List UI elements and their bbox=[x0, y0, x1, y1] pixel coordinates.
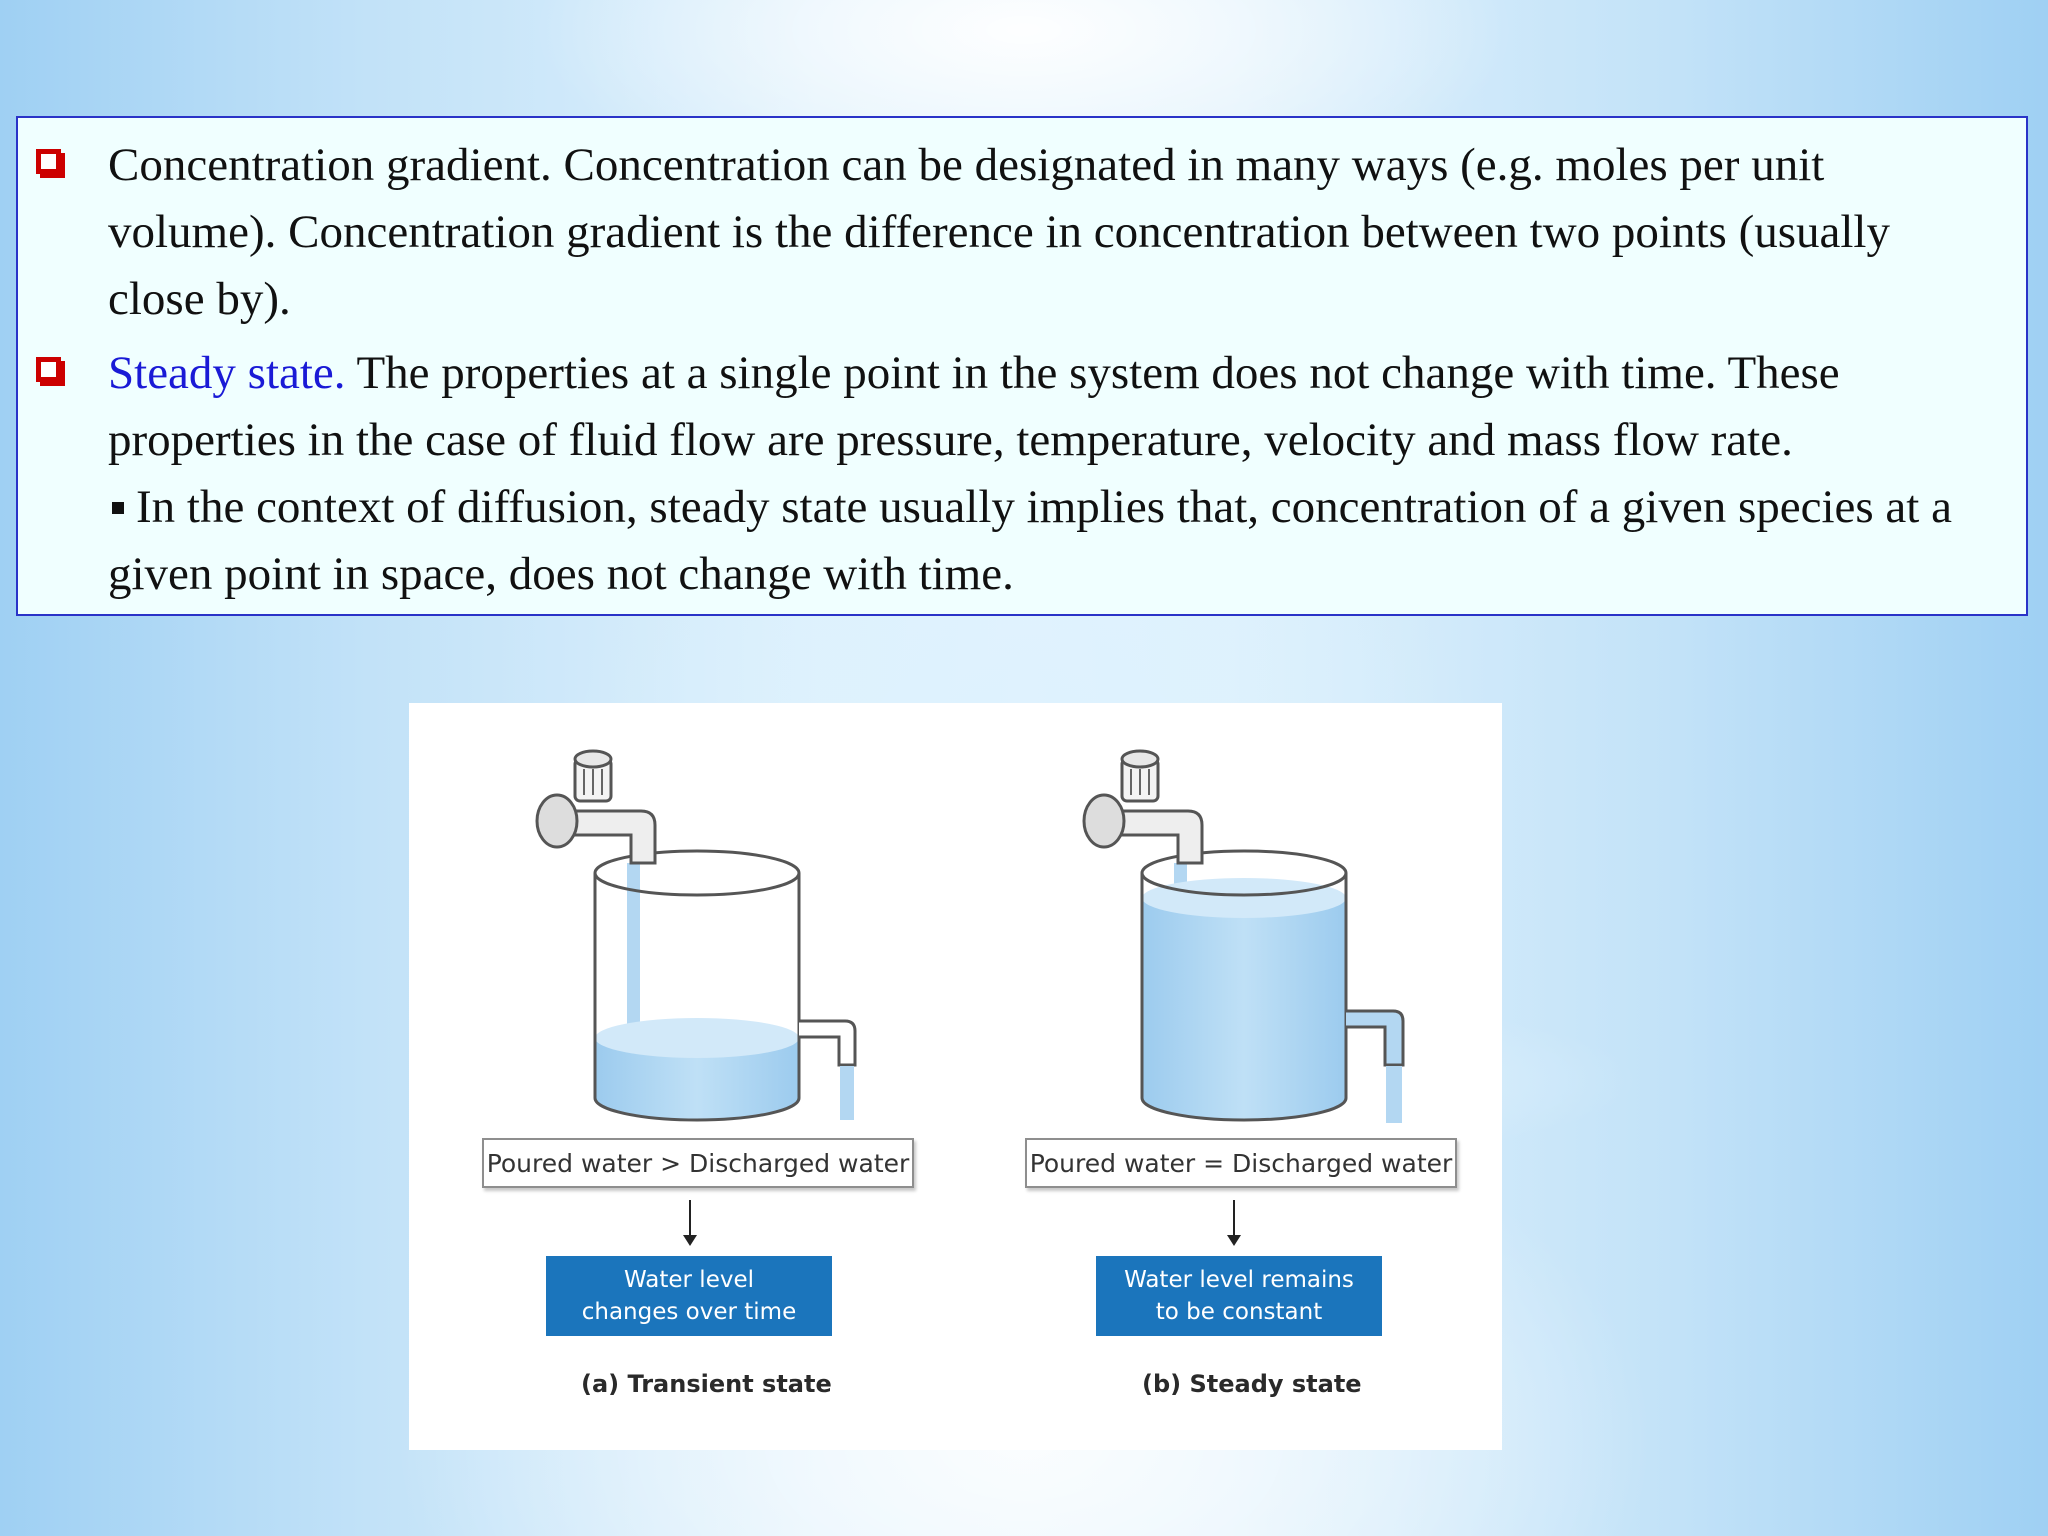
down-arrow-icon bbox=[1233, 1200, 1235, 1238]
square-bullet-icon bbox=[112, 502, 124, 514]
transient-condition-box: Poured water > Discharged water bbox=[482, 1138, 914, 1188]
bullet-text: The properties at a single point in the system does not change with time. These properties in the case of fluid flow are pressure, temperature, velocity and mass flow rate. bbox=[108, 347, 1840, 466]
bullet-text: Concentration can be designated in many ways (e.g. moles per unit volume). Concentration gradient is the difference in concentration between two points (usually close by). bbox=[108, 139, 1890, 325]
steady-condition-box: Poured water = Discharged water bbox=[1025, 1138, 1457, 1188]
water-surface bbox=[1142, 878, 1346, 918]
outflow-stream bbox=[840, 1066, 854, 1120]
down-arrow-icon bbox=[689, 1200, 691, 1238]
result-line: Water level remains bbox=[1124, 1267, 1354, 1293]
checkbox-bullet-icon bbox=[36, 149, 61, 174]
outlet-pipe bbox=[799, 1021, 855, 1065]
steady-result-box bbox=[1096, 1256, 1382, 1336]
checkbox-bullet-icon bbox=[36, 357, 61, 382]
tank-illustrations bbox=[409, 703, 1502, 1450]
bullet-steady-state bbox=[18, 340, 1996, 608]
outlet-pipe bbox=[1346, 1011, 1403, 1065]
water-surface bbox=[595, 1018, 799, 1058]
result-line: changes over time bbox=[581, 1299, 797, 1325]
result-line: to be constant bbox=[1155, 1299, 1323, 1325]
steady-tank bbox=[1084, 751, 1403, 1123]
tank-rim bbox=[595, 851, 799, 895]
bullet-concentration-gradient bbox=[18, 132, 1996, 333]
transient-caption: (a) Transient state bbox=[581, 1370, 832, 1398]
tap-base bbox=[537, 795, 577, 847]
tap-spout bbox=[1112, 811, 1202, 863]
tap-base bbox=[1084, 795, 1124, 847]
transient-tank bbox=[537, 751, 855, 1120]
tank-water bbox=[1142, 890, 1346, 1121]
bullet-title: Concentration gradient. bbox=[108, 139, 552, 191]
steady-caption: (b) Steady state bbox=[1142, 1370, 1362, 1398]
transient-result-box bbox=[546, 1256, 832, 1336]
sub-bullet-text: In the context of diffusion, steady state usually implies that, concentration of a given species at a given point in space, does not change with time. bbox=[108, 481, 1952, 600]
result-line: Water level bbox=[624, 1267, 754, 1293]
tap-spout bbox=[565, 811, 655, 863]
transient-vs-steady-diagram bbox=[409, 703, 1502, 1450]
definitions-panel bbox=[16, 116, 2028, 616]
outflow-stream bbox=[1386, 1066, 1402, 1123]
bullet-title-highlight: Steady state. bbox=[108, 347, 346, 399]
